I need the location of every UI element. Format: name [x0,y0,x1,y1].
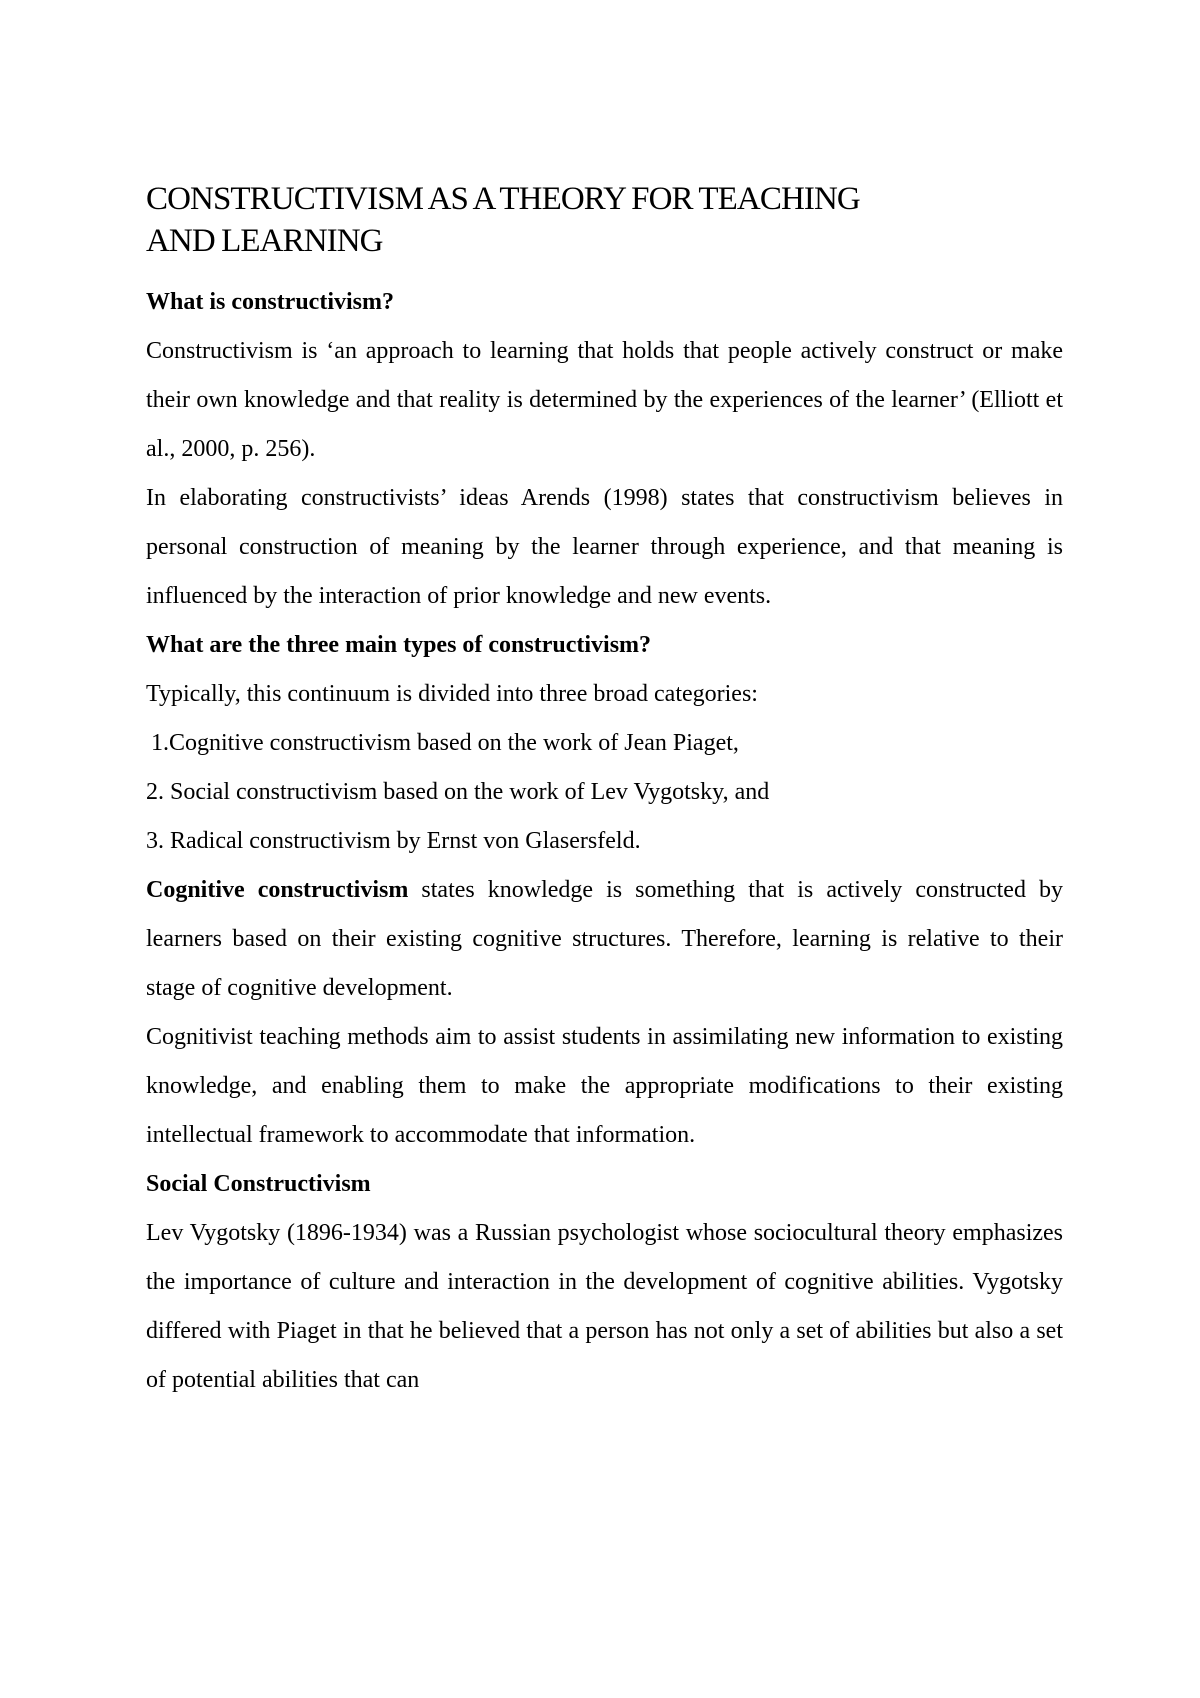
list-item-cognitive: 1.Cognitive constructivism based on the work of Jean Piaget, [151,730,739,756]
term-cognitive-constructivism: Cognitive constructivism [146,877,409,903]
cognitive-description: states knowledge is something that is actively constructed by learners based on their existing cognitive structures. Therefore, learning is relative to their stage of cognitive development. [146,877,1063,1001]
paragraph-cognitive-constructivism [146,866,1063,1013]
paragraph-definition: Constructivism is ‘an approach to learning that holds that people actively construct or make their own knowledge and that reality is determined by the experiences of the learner’ (Elliott et al., 2000, p. 256). [146,338,1063,462]
title-line-1: CONSTRUCTIVISM AS A THEORY FOR TEACHING [146,181,860,217]
list-item-radical: 3. Radical constructivism by Ernst von Glasersfeld. [146,828,641,854]
types-intro: Typically, this continuum is divided into three broad categories: [146,681,758,707]
title-line-2: AND LEARNING [146,223,383,259]
heading-what-is-constructivism: What is constructivism? [146,289,394,315]
document-title [146,178,1063,278]
paragraph-cognitivist-methods: Cognitivist teaching methods aim to assist students in assimilating new information to existing knowledge, and enabling them to make the appropriate modifications to their existing intellectual framework to accommodate that information. [146,1024,1063,1148]
document-body [146,178,1063,1405]
paragraph-arends: In elaborating constructivists’ ideas Arends (1998) states that constructivism believes in personal construction of meaning by the learner through experience, and that meaning is influenced by the interaction of prior knowledge and new events. [146,485,1063,609]
paragraph-vygotsky: Lev Vygotsky (1896-1934) was a Russian psychologist whose sociocultural theory emphasizes the importance of culture and interaction in the development of cognitive abilities. Vygotsky differed with Piaget in that he believed that a person has not only a set of abilities but also a set of potential abilities that can [146,1220,1063,1393]
list-item-social: 2. Social constructivism based on the work of Lev Vygotsky, and [146,779,770,805]
heading-social-constructivism: Social Constructivism [146,1171,371,1197]
heading-three-types: What are the three main types of constructivism? [146,632,652,658]
